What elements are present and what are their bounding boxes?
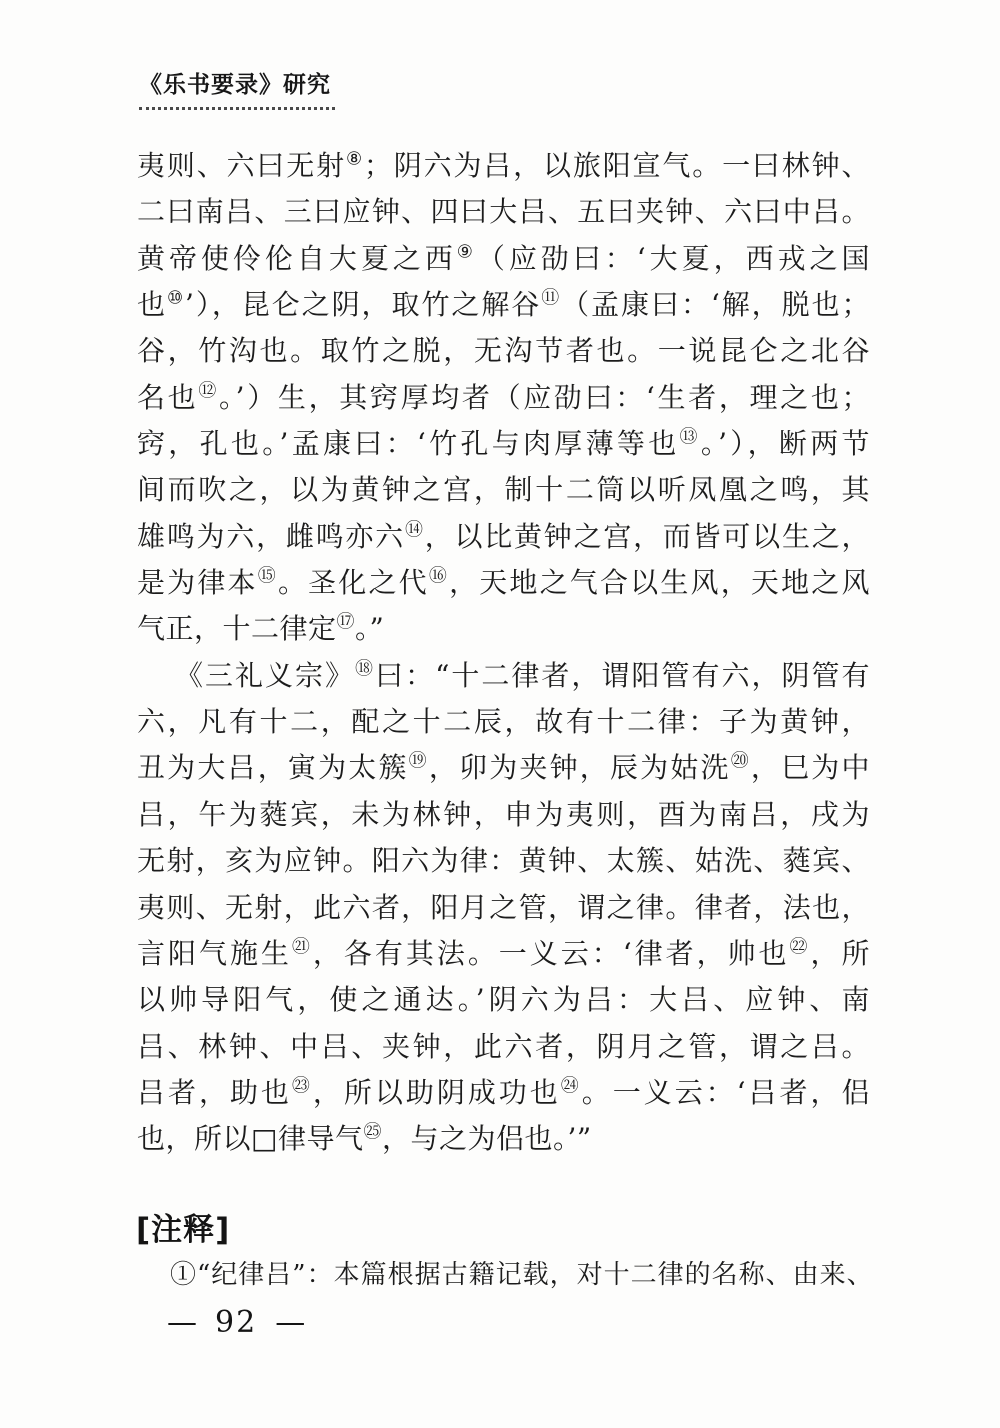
- body-line: 也⑩’），昆仑之阴，取竹之解谷⑪（孟康曰：‘解，脱也；: [137, 287, 871, 322]
- body-line: 吕、林钟、中吕、夹钟，此六者，阴月之管，谓之吕。: [137, 1029, 870, 1063]
- body-line-paragraph-end: 气正，十二律定⑰。”: [137, 612, 385, 646]
- notes-section-heading: [注释]: [136, 1212, 231, 1248]
- page-number-value: 92: [215, 1305, 258, 1340]
- page-number-dash-left: —: [167, 1305, 197, 1340]
- body-line: 夷则、无射，此六者，阳月之管，谓之律。律者，法也，: [137, 890, 870, 924]
- page-number: [167, 1305, 305, 1340]
- body-line: 吕，午为蕤宾，未为林钟，申为夷则，酉为南吕，戌为: [137, 797, 870, 831]
- page-number-dash-right: —: [275, 1305, 306, 1340]
- body-line: 夷则、六曰无射⑧；阴六为吕，以旅阳宣气。一曰林钟、: [137, 148, 870, 182]
- body-line: 二曰南吕、三曰应钟、四曰大吕、五曰夹钟、六曰中吕。: [137, 195, 870, 229]
- running-header-title: 《乐书要录》研究: [139, 71, 331, 98]
- body-line-paragraph-start: 《三礼义宗》⑱曰：“十二律者，谓阳管有六，阴管有: [175, 658, 870, 692]
- body-line: 黄帝使伶伦自大夏之西⑨（应劭曰：‘大夏，西戎之国: [137, 241, 870, 275]
- body-line: 谷，竹沟也。取竹之脱，无沟节者也。一说昆仑之北谷: [137, 334, 870, 368]
- body-line: 雄鸣为六，雌鸣亦六⑭，以比黄钟之宫，而皆可以生之，: [137, 519, 870, 553]
- body-line: 名也⑫。’）生，其窍厚均者（应劭曰：‘生者，理之也；: [137, 380, 870, 414]
- body-line: 是为律本⑮。圣化之代⑯，天地之气合以生风，天地之风: [137, 565, 870, 600]
- body-line: 言阳气施生$^㉑$，各有其法。一义云：‘律者，帅也$^㉒$，所: [137, 936, 870, 970]
- body-line: 丑为大吕，寅为太簇⑲，卯为夹钟，辰为姑洗⑳，巳为中: [137, 751, 870, 785]
- body-line: 以帅导阳气，使之通达。’阴六为吕：大吕、应钟、南: [137, 983, 870, 1017]
- body-line-paragraph-end: 也，所以□律导气$^㉕$，与之为侣也。’”: [137, 1121, 592, 1156]
- main-text-block: [137, 143, 870, 1163]
- body-line: 窍，孔也。’孟康曰：‘竹孔与肉厚薄等也⑬。’），断两节: [137, 426, 871, 461]
- running-header: [139, 66, 335, 110]
- body-line: 无射，亥为应钟。阳六为律：黄钟、太簇、姑洗、蕤宾、: [137, 844, 870, 878]
- note-item: ①“纪律吕”：本篇根据古籍记载，对十二律的名称、由来、: [170, 1260, 874, 1290]
- body-line: 吕者，助也$^㉓$，所以助阴成功也$^㉔$。一义云：‘吕者，侣: [137, 1075, 870, 1109]
- body-line: 六，凡有十二，配之十二辰，故有十二律：子为黄钟，: [137, 705, 870, 739]
- body-line: 间而吹之，以为黄钟之宫，制十二筒以听凤凰之鸣，其: [137, 473, 870, 507]
